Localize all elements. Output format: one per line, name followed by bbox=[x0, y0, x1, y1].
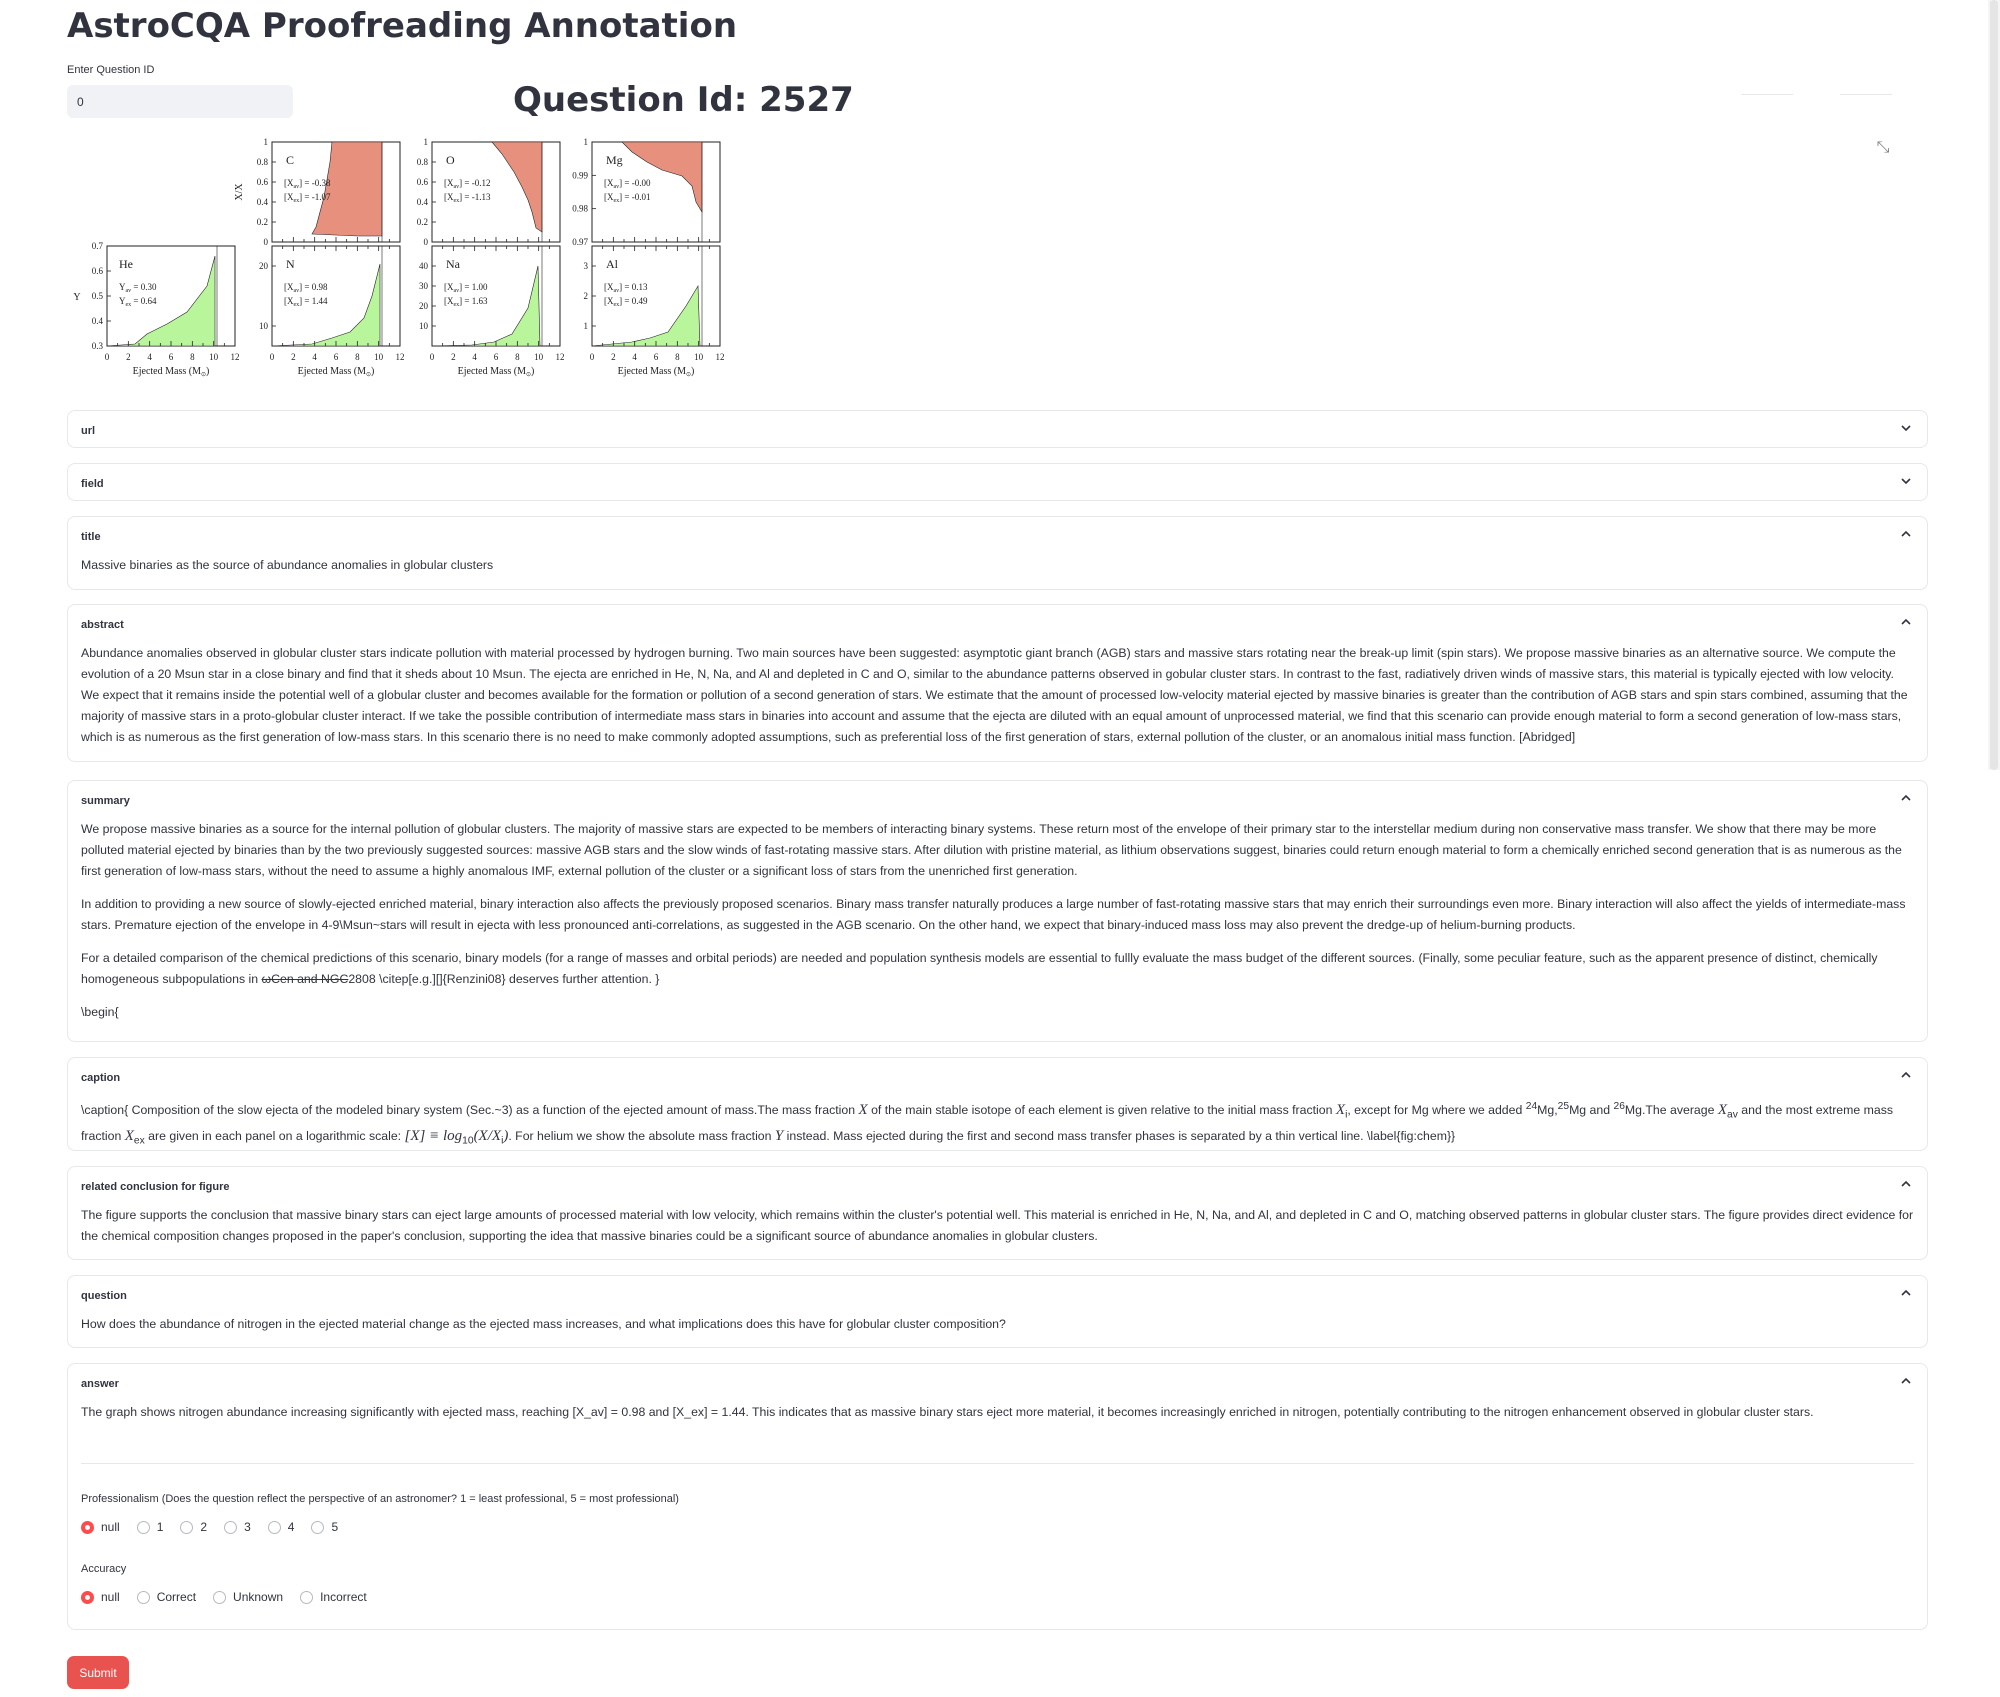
abstract-text: Abundance anomalies observed in globular cluster stars indicate pollution with material processed by hydrogen burning. Two main sources have been suggested: asymptotic giant branch (AGB) stars and massive stars rotating near the break-up limit (spin stars). We propose massive binaries as an alternative source. We compute the evolution of a 20 Msun star in a close binary and find that it sheds about 10 Msun. The ejecta are enriched in He, N, Na, and Al and depleted in C and O, similar to the abundance patterns observed in gobular cluster stars. In contrast to the fast, radiatively driven winds of massive stars, this material is typically ejected with low velocity. We expect that it remains inside the potential well of a globular cluster and becomes available for the formation or pollution of a second generation of stars. We estimate that the amount of processed low-velocity material ejected by massive binaries is greater than the contribution of AGB stars and spin stars combined, assuming that the majority of massive stars in a proto-globular cluster interact. If we take the possible contribution of intermediate mass stars in binaries into account and assume that the ejecta are diluted with an equal amount of unprocessed material, we find that this scenario can provide enough material to form a second generation of low-mass stars, which is as numerous as the first generation of low-mass stars. In this scenario there is no need to make commonly adopted assumptions, such as preferential loss of the first generation of stars, external pollution of the cluster, or an anomalous initial mass function. [Abridged] bbox=[81, 646, 1908, 744]
x-tick-label: 8 bbox=[190, 352, 195, 362]
y-tick-label: 0.97 bbox=[572, 237, 588, 247]
panel-annotation: $[X_{ex}] = 1.63$ bbox=[444, 296, 488, 308]
y-tick-label: 1 bbox=[583, 321, 588, 331]
x-tick-label: 10 bbox=[694, 352, 704, 362]
y-tick-label: 1 bbox=[583, 137, 588, 147]
answer-expander[interactable] bbox=[67, 1363, 1928, 1630]
summary-paragraph: We propose massive binaries as a source for the internal pollution of globular clusters. The majority of massive stars are expected to be members of interacting binary systems. These return most of the envelope of their primary star to the interstellar medium during non conservative mass transfer. We show that there may be more polluted material ejected by binaries than by the two previously suggested sources: massive AGB stars and the slow winds of fast-rotating massive stars. After dilution with pristine material, as lithium observations suggest, binaries could return enough material to form a chemically enriched second generation that is as numerous as the first generation of low-mass stars, without the need to assume a highly anomalous IMF, external pollution of the cluster or a significant loss of stars from the unenriched first generation. bbox=[81, 822, 1902, 878]
summary-label: summary bbox=[81, 795, 130, 807]
summary-paragraph: \begin{ bbox=[81, 1005, 119, 1019]
y-tick-label: 0.4 bbox=[256, 197, 268, 207]
fullscreen-icon[interactable]: ⤡ bbox=[1876, 139, 1890, 156]
panel-annotation: $[X_{ex}] = -1.07$ bbox=[284, 192, 331, 204]
x-tick-label: 8 bbox=[515, 352, 520, 362]
toolbar-divider bbox=[1741, 94, 1793, 95]
y-tick-label: 0.6 bbox=[256, 177, 268, 187]
app-title: AstroCQA Proofreading Annotation bbox=[67, 6, 738, 46]
summary-paragraph: In addition to providing a new source of slowly-ejected enriched material, binary interaction also affects the previously proposed scenarios. Binary mass transfer naturally produces a large number of fast-rotating massive stars that may enrich their surroundings even more. Binary interaction will also affect the yields of intermediate-mass stars. Premature ejection of the envelope in 4-9\Msun~stars will result in ejecta with less pronounced anti-correlations, as suggested in the AGB scenario. On the other hand, we expect that binary-induced mass loss may also prevent the dredge-up of helium-burning products. bbox=[81, 897, 1906, 932]
x-tick-label: 0 bbox=[269, 352, 275, 362]
professionalism-option-3[interactable] bbox=[224, 1520, 251, 1534]
isotope-superscript: 26 bbox=[1613, 1101, 1625, 1112]
caption-part: , except for Mg where we added bbox=[1347, 1103, 1526, 1118]
related-conclusion-label: related conclusion for figure bbox=[81, 1181, 230, 1193]
radio-selected-icon[interactable] bbox=[81, 1591, 94, 1604]
y-tick-label: 2 bbox=[583, 291, 588, 301]
panel-element-label: Mg bbox=[606, 153, 623, 167]
x-tick-label: 2 bbox=[291, 352, 296, 362]
radio-icon[interactable] bbox=[137, 1521, 150, 1534]
abstract-label: abstract bbox=[81, 619, 124, 631]
y-tick-label: 0.6 bbox=[416, 177, 428, 187]
x-tick-label: 4 bbox=[472, 352, 477, 362]
radio-label: Incorrect bbox=[320, 1590, 367, 1604]
x-tick-label: 4 bbox=[312, 352, 317, 362]
x-tick-label: 12 bbox=[555, 352, 565, 362]
radio-label: Unknown bbox=[233, 1590, 284, 1604]
caption-part: Mg, bbox=[1537, 1103, 1558, 1118]
chevron-down-icon[interactable] bbox=[1899, 474, 1913, 488]
x-tick-label: 4 bbox=[147, 352, 152, 362]
math-symbol: Y bbox=[774, 1127, 784, 1144]
y-tick-label: 0.6 bbox=[91, 266, 103, 276]
panel-annotation: $[X_{av}] = 0.98$ bbox=[284, 282, 328, 294]
panel-annotation: $[X_{av}] = 0.13$ bbox=[604, 282, 648, 294]
panel-element-label: N bbox=[286, 257, 295, 271]
field-expander[interactable] bbox=[67, 463, 1928, 501]
radio-label: null bbox=[101, 1590, 120, 1604]
radio-label: 1 bbox=[156, 1520, 164, 1534]
answer-divider bbox=[81, 1463, 1914, 1464]
x-tick-label: 10 bbox=[534, 352, 544, 362]
panel-annotation: $[X_{av}] = -0.12$ bbox=[444, 178, 491, 190]
page-scrollbar[interactable] bbox=[1988, 0, 2000, 770]
title-text: Massive binaries as the source of abundance anomalies in globular clusters bbox=[81, 558, 494, 572]
caption-text bbox=[81, 1096, 1914, 1151]
radio-icon[interactable] bbox=[268, 1521, 281, 1534]
field-label: field bbox=[81, 478, 104, 490]
professionalism-option-1[interactable] bbox=[137, 1520, 164, 1534]
radio-selected-icon[interactable] bbox=[81, 1521, 94, 1534]
radio-icon[interactable] bbox=[311, 1521, 324, 1534]
x-tick-label: 10 bbox=[374, 352, 384, 362]
caption-label: caption bbox=[81, 1072, 121, 1084]
toolbar-divider bbox=[1840, 94, 1892, 95]
x-tick-label: 6 bbox=[653, 352, 659, 362]
radio-label: 2 bbox=[200, 1520, 208, 1534]
related-conclusion-text: The figure supports the conclusion that massive binary stars can eject large amounts of processed material with low velocity, which remains within the cluster's potential well. This material is enriched in He, N, Na, and Al, and depleted in C and O, matching observed patterns in globular cluster stars. The figure provides direct evidence for the chemical composition changes proposed in the paper's conclusion, supporting the idea that massive binaries could be a significant source of abundance anomalies in globular clusters. bbox=[81, 1208, 1914, 1243]
x-axis-label: Ejected Mass $(M_⊙)$ bbox=[132, 366, 210, 378]
chevron-up-icon[interactable] bbox=[1899, 1068, 1913, 1082]
radio-label: 4 bbox=[287, 1520, 295, 1534]
question-expander[interactable] bbox=[67, 1275, 1928, 1348]
y-tick-label: 20 bbox=[419, 301, 428, 311]
summary-text-part: For a detailed comparison of the chemical predictions of this scenario, binary models (for a range of masses and orbital periods) are needed and population synthesis models are essential to fullly evaluate the mass budget of the different sources. (Finally, some peculiar feature, such as the apparent presence of distinct, chemically homogeneous subpopulations in bbox=[81, 951, 1878, 986]
math-symbol: X bbox=[1717, 1102, 1728, 1119]
accuracy-radio-group[interactable] bbox=[81, 1590, 384, 1604]
y-tick-label: 0.8 bbox=[416, 157, 428, 167]
y-axis-label: Y bbox=[73, 292, 81, 303]
math-subscript: 10 bbox=[462, 1135, 474, 1146]
x-tick-label: 10 bbox=[209, 352, 219, 362]
submit-button[interactable]: Submit bbox=[67, 1656, 129, 1689]
x-tick-label: 0 bbox=[429, 352, 435, 362]
accuracy-label: Accuracy bbox=[81, 1563, 127, 1575]
y-tick-label: 0.3 bbox=[91, 341, 103, 351]
chevron-up-icon[interactable] bbox=[1899, 791, 1913, 805]
panel-annotation: $[X_{ex}] = 1.44$ bbox=[284, 296, 328, 308]
chevron-up-icon[interactable] bbox=[1899, 615, 1913, 629]
isotope-superscript: 25 bbox=[1557, 1101, 1570, 1112]
y-tick-label: 0.4 bbox=[91, 316, 103, 326]
title-label: title bbox=[81, 531, 101, 543]
y-tick-label: 3 bbox=[583, 261, 588, 271]
x-tick-label: 2 bbox=[126, 352, 131, 362]
accuracy-option-unknown[interactable] bbox=[213, 1590, 283, 1604]
chevron-up-icon[interactable] bbox=[1899, 527, 1913, 541]
radio-icon[interactable] bbox=[224, 1521, 237, 1534]
chevron-down-icon[interactable] bbox=[1899, 421, 1913, 435]
caption-part: instead. Mass ejected during the first and second mass transfer phases is separated by a thin vertical line. \label{fig:chem}} bbox=[783, 1128, 1456, 1143]
y-tick-label: 20 bbox=[259, 261, 268, 271]
math-subscript: av bbox=[1727, 1109, 1738, 1121]
answer-label: answer bbox=[81, 1378, 119, 1390]
radio-icon[interactable] bbox=[137, 1591, 150, 1604]
caption-part: Mg.The average bbox=[1624, 1103, 1718, 1118]
question-id-heading: Question Id: 2527 bbox=[513, 80, 854, 120]
chevron-up-icon[interactable] bbox=[1899, 1286, 1913, 1300]
y-tick-label: 40 bbox=[419, 261, 428, 271]
panel-element-label: Al bbox=[606, 257, 618, 271]
panel-annotation: $[X_{ex}] = -0.01$ bbox=[604, 192, 651, 204]
strikethrough-text: ωCen and NGC bbox=[261, 972, 349, 986]
professionalism-option-5[interactable] bbox=[311, 1520, 338, 1534]
summary-expander[interactable] bbox=[67, 780, 1928, 1042]
caption-part: are given in each panel on a logarithmic scale: bbox=[144, 1128, 405, 1143]
radio-icon[interactable] bbox=[180, 1521, 193, 1534]
math-symbol: X bbox=[1335, 1102, 1346, 1119]
y-tick-label: 0.8 bbox=[256, 157, 268, 167]
x-tick-label: 0 bbox=[104, 352, 110, 362]
answer-text: The graph shows nitrogen abundance increasing significantly with ejected mass, reaching [X_av] = 0.98 and [X_ex] = 1.44. This indicates that as massive binary stars eject more material, it becomes increasingly enriched in nitrogen, potentially contributing to the nitrogen enhancement observed in globular cluster stars. bbox=[81, 1405, 1814, 1419]
math-subscript: i bbox=[1345, 1109, 1348, 1121]
caption-part: Mg and bbox=[1569, 1103, 1614, 1118]
url-label: url bbox=[81, 425, 96, 437]
accuracy-option-incorrect[interactable] bbox=[300, 1590, 367, 1604]
x-tick-label: 6 bbox=[333, 352, 339, 362]
y-tick-label: 10 bbox=[419, 321, 428, 331]
x-tick-label: 4 bbox=[632, 352, 637, 362]
radio-label: 5 bbox=[331, 1520, 339, 1534]
professionalism-label: Professionalism (Does the question reflect the perspective of an astronomer? 1 = least professional, 5 = most professional) bbox=[81, 1493, 679, 1505]
question-id-input[interactable] bbox=[67, 85, 293, 118]
math-formula: [X] ≡ log bbox=[404, 1127, 463, 1144]
question-id-label: Enter Question ID bbox=[67, 64, 155, 76]
x-axis-label: Ejected Mass $(M_⊙)$ bbox=[297, 366, 375, 378]
caption-part: \caption{ Composition of the slow ejecta of the modeled binary system (Sec.~3) as a function of the ejected amount of mass.The mass fraction bbox=[81, 1103, 859, 1118]
summary-paragraph bbox=[81, 948, 1914, 990]
x-tick-label: 2 bbox=[451, 352, 456, 362]
chevron-up-icon[interactable] bbox=[1899, 1177, 1913, 1191]
abstract-expander[interactable] bbox=[67, 604, 1928, 762]
isotope-superscript: 24 bbox=[1525, 1101, 1538, 1112]
panel-annotation: $Y_{av} = 0.30$ bbox=[119, 282, 157, 294]
panel-annotation: $Y_{ex} = 0.64$ bbox=[119, 296, 157, 308]
professionalism-option-2[interactable] bbox=[180, 1520, 207, 1534]
math-symbol: X bbox=[858, 1102, 868, 1119]
y-tick-label: 1 bbox=[423, 137, 428, 147]
scrollbar-thumb[interactable] bbox=[1990, 0, 1998, 770]
x-tick-label: 6 bbox=[168, 352, 174, 362]
abundance-figure bbox=[67, 130, 747, 400]
accuracy-option-correct[interactable] bbox=[137, 1590, 196, 1604]
math-formula: (X/X bbox=[473, 1127, 502, 1144]
y-tick-label: 1 bbox=[263, 137, 268, 147]
x-axis-label: Ejected Mass $(M_⊙)$ bbox=[457, 366, 535, 378]
y-tick-label: 0.5 bbox=[91, 291, 103, 301]
caption-expander[interactable] bbox=[67, 1057, 1928, 1151]
figure-image bbox=[67, 130, 747, 400]
chevron-up-icon[interactable] bbox=[1899, 1374, 1913, 1388]
radio-label: Correct bbox=[156, 1590, 197, 1604]
panel-element-label: Na bbox=[446, 257, 460, 271]
caption-part: of the main stable isotope of each element is given relative to the initial mass fraction bbox=[867, 1103, 1336, 1118]
professionalism-radio-group[interactable] bbox=[81, 1520, 355, 1534]
radio-icon[interactable] bbox=[300, 1591, 313, 1604]
caption-part: and the most extreme mass fraction bbox=[81, 1103, 1894, 1143]
y-tick-label: 0.7 bbox=[91, 241, 103, 251]
question-text: How does the abundance of nitrogen in the ejected material change as the ejected mass increases, and what implications does this have for globular cluster composition? bbox=[81, 1317, 1006, 1331]
x-tick-label: 12 bbox=[715, 352, 725, 362]
x-tick-label: 12 bbox=[230, 352, 240, 362]
x-tick-label: 8 bbox=[355, 352, 360, 362]
panel-element-label: O bbox=[446, 153, 455, 167]
panel-annotation: $[X_{av}] = -0.38$ bbox=[284, 178, 331, 190]
x-tick-label: 0 bbox=[589, 352, 595, 362]
y-tick-label: 0 bbox=[263, 237, 268, 247]
accuracy-option-null[interactable] bbox=[81, 1590, 120, 1604]
summary-text bbox=[81, 819, 1914, 1035]
math-symbol: X bbox=[124, 1127, 134, 1144]
panel-element-label: He bbox=[119, 257, 133, 271]
panel-element-label: C bbox=[286, 153, 295, 167]
radio-icon[interactable] bbox=[213, 1591, 226, 1604]
question-label: question bbox=[81, 1290, 127, 1302]
radio-label: null bbox=[101, 1520, 120, 1534]
math-formula: ) bbox=[503, 1127, 509, 1144]
y-tick-label: 0 bbox=[423, 237, 428, 247]
title-expander[interactable] bbox=[67, 516, 1928, 590]
x-axis-label: Ejected Mass $(M_⊙)$ bbox=[617, 366, 695, 378]
y-tick-label: 0.98 bbox=[572, 203, 588, 214]
y-tick-label: 0.99 bbox=[572, 170, 588, 181]
y-tick-label: 10 bbox=[259, 321, 268, 331]
radio-label: 3 bbox=[244, 1520, 251, 1534]
panel-annotation: $[X_{av}] = -0.00$ bbox=[604, 178, 651, 190]
x-tick-label: 6 bbox=[493, 352, 499, 362]
math-subscript: ex bbox=[133, 1135, 145, 1146]
x-tick-label: 12 bbox=[395, 352, 405, 362]
professionalism-option-4[interactable] bbox=[268, 1520, 295, 1534]
panel-annotation: $[X_{av}] = 1.00$ bbox=[444, 282, 488, 294]
summary-text-part: 2808 \citep[e.g.][]{Renzini08} deserves further attention. } bbox=[348, 972, 660, 986]
y-tick-label: 30 bbox=[419, 281, 428, 291]
caption-part: . For helium we show the absolute mass fraction bbox=[508, 1128, 775, 1143]
y-tick-label: 0.4 bbox=[416, 197, 428, 207]
y-tick-label: 0.2 bbox=[256, 217, 268, 227]
related-conclusion-expander[interactable] bbox=[67, 1166, 1928, 1260]
y-tick-label: 0.2 bbox=[416, 217, 428, 227]
x-tick-label: 2 bbox=[611, 352, 616, 362]
math-subscript: i bbox=[501, 1135, 504, 1146]
panel-annotation: $[X_{ex}] = -1.13$ bbox=[444, 192, 491, 204]
x-tick-label: 8 bbox=[675, 352, 680, 362]
y-axis-label: X/X bbox=[234, 183, 245, 201]
url-expander[interactable] bbox=[67, 410, 1928, 448]
panel-annotation: $[X_{ex}] = 0.49$ bbox=[604, 296, 648, 308]
professionalism-option-null[interactable] bbox=[81, 1520, 120, 1534]
